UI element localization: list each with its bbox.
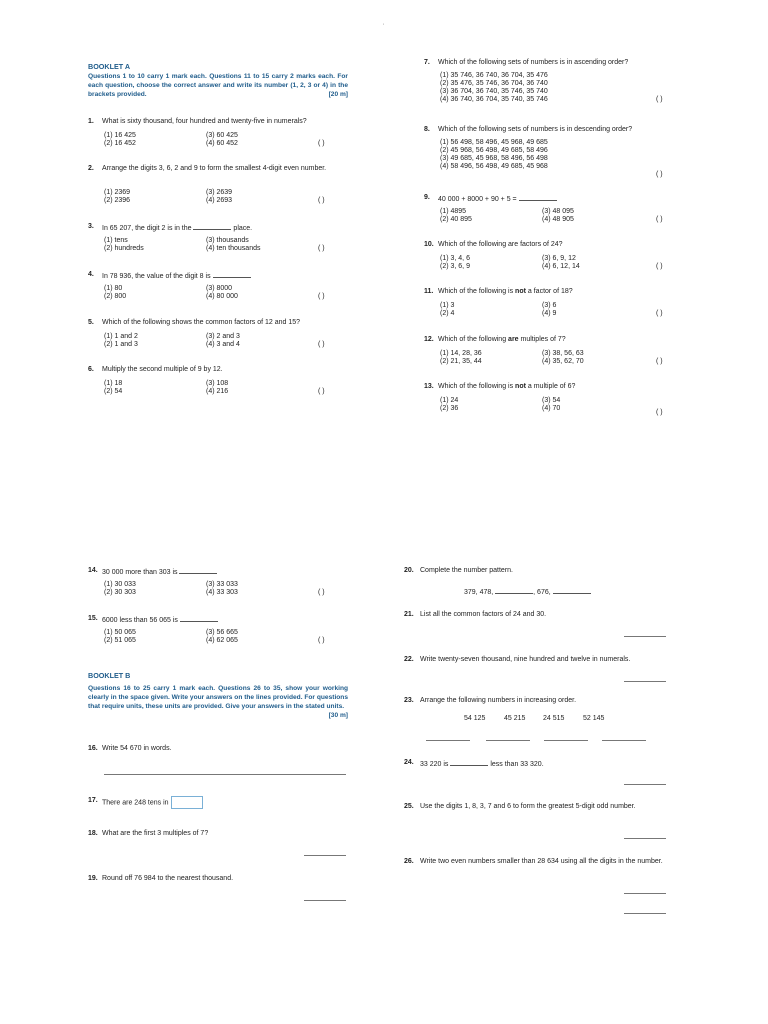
- question-stem: [102, 270, 350, 281]
- option-1[interactable]: (1) 3, 4, 6: [440, 255, 470, 262]
- page-mark: ': [383, 24, 385, 30]
- question-stem: Which of the following sets of numbers is in descending order?: [438, 126, 633, 133]
- question-18: [88, 829, 350, 861]
- option-3[interactable]: (3) thousands: [206, 237, 249, 244]
- booklet-a-instructions: [88, 73, 348, 100]
- answer-brackets[interactable]: ( ): [318, 388, 325, 395]
- number-4: 52 145: [583, 715, 605, 722]
- option-4[interactable]: (4) 33 303: [206, 589, 238, 596]
- option-2[interactable]: (2) 36: [440, 405, 459, 412]
- option-4[interactable]: (4) 60 452: [206, 140, 238, 147]
- question-number: 10.: [424, 241, 434, 248]
- answer-line[interactable]: [624, 784, 666, 785]
- question-number: 6.: [88, 366, 94, 373]
- question-number: 26.: [404, 858, 414, 865]
- option-3[interactable]: (3) 6: [542, 302, 557, 309]
- question-9: [424, 193, 686, 227]
- option-3[interactable]: (3) 38, 56, 63: [542, 350, 584, 357]
- question-23: [404, 696, 670, 742]
- question-stem: Which of the following sets of numbers is in ascending order?: [438, 59, 629, 66]
- option-2[interactable]: (2) hundreds: [104, 245, 144, 252]
- answer-line-2[interactable]: [486, 740, 530, 741]
- question-number: 25.: [404, 803, 414, 810]
- booklet-a-heading: BOOKLET A: [88, 62, 131, 71]
- question-number: 15.: [88, 615, 98, 622]
- question-number: 17.: [88, 797, 98, 804]
- question-stem: List all the common factors of 24 and 30.: [420, 611, 547, 618]
- option-2[interactable]: (2) 2396: [104, 197, 131, 204]
- question-stem: [102, 222, 350, 233]
- question-26: [404, 857, 670, 917]
- stem-part: In 78 936, the value of the digit 8 is: [102, 273, 211, 280]
- option-4[interactable]: (4) 70: [542, 405, 561, 412]
- number-3: 24 515: [543, 715, 565, 722]
- question-number: 14.: [88, 567, 98, 574]
- stem-part: multiples of 7?: [520, 336, 566, 343]
- option-1[interactable]: (1) tens: [104, 237, 128, 244]
- question-number: 13.: [424, 383, 434, 390]
- option-3[interactable]: (3) 2639: [206, 189, 233, 196]
- fill-blank[interactable]: [519, 193, 557, 201]
- stem-part: Which of the following: [438, 336, 507, 343]
- stem-emphasis: are: [508, 336, 519, 343]
- question-stem: Write twenty-seven thousand, nine hundred and twelve in numerals.: [420, 656, 631, 663]
- question-stem: [438, 287, 686, 296]
- question-number: 5.: [88, 319, 94, 326]
- answer-line[interactable]: [304, 855, 346, 856]
- stem-part: In 65 207, the digit 2 is in the: [102, 225, 192, 232]
- fill-blank[interactable]: [213, 270, 251, 278]
- option-4[interactable]: (4) ten thousands: [206, 245, 261, 252]
- option-4[interactable]: (4) 35, 62, 70: [542, 358, 584, 365]
- stem-part: a factor of 18?: [527, 288, 573, 295]
- option-3[interactable]: (3) 6, 9, 12: [542, 255, 576, 262]
- fill-blank[interactable]: [180, 614, 218, 622]
- stem-part: There are 248 tens in: [102, 799, 169, 807]
- option-2[interactable]: (2) 45 968, 56 498, 49 685, 58 496: [440, 147, 548, 154]
- option-4[interactable]: (4) 216: [206, 388, 229, 395]
- option-1[interactable]: (1) 16 425: [104, 132, 136, 139]
- answer-line[interactable]: [104, 774, 346, 775]
- question-20: [404, 566, 670, 596]
- option-3[interactable]: (3) 48 095: [542, 208, 574, 215]
- question-stem: [438, 335, 686, 344]
- answer-line-3[interactable]: [544, 740, 588, 741]
- stem-part: less than 33 320.: [490, 761, 544, 768]
- number-1: 54 125: [464, 715, 486, 722]
- answer-line-4[interactable]: [602, 740, 646, 741]
- option-1[interactable]: (1) 2369: [104, 189, 131, 196]
- option-3[interactable]: (3) 56 665: [206, 629, 238, 636]
- answer-brackets[interactable]: ( ): [656, 263, 663, 270]
- option-1[interactable]: (1) 1 and 2: [104, 333, 138, 340]
- option-1[interactable]: (1) 80: [104, 285, 123, 292]
- option-2[interactable]: (2) 16 452: [104, 140, 136, 147]
- option-2[interactable]: (2) 54: [104, 388, 123, 395]
- booklet-a-marks: [20 m]: [328, 90, 348, 98]
- option-1[interactable]: (1) 18: [104, 380, 123, 387]
- answer-brackets[interactable]: ( ): [318, 197, 325, 204]
- stem-part: 30 000 more than 303 is: [102, 569, 178, 576]
- option-1[interactable]: (1) 24: [440, 397, 459, 404]
- question-number: 8.: [424, 126, 430, 133]
- option-3[interactable]: (3) 8000: [206, 285, 233, 292]
- option-3[interactable]: (3) 60 425: [206, 132, 238, 139]
- question-stem: [420, 758, 670, 769]
- answer-line[interactable]: [624, 636, 666, 637]
- stem-part: place.: [233, 225, 253, 232]
- fill-blank[interactable]: [179, 566, 217, 574]
- question-19: [88, 874, 350, 906]
- option-2[interactable]: (2) 51 065: [104, 637, 136, 644]
- answer-line[interactable]: [624, 681, 666, 682]
- question-number: 20.: [404, 567, 414, 574]
- option-2[interactable]: (2) 1 and 3: [104, 341, 138, 348]
- option-4[interactable]: (4) 58 496, 56 498, 49 685, 45 968: [440, 163, 548, 170]
- stem-part: Which of the following is: [438, 383, 514, 390]
- stem-part: 40 000 + 8000 + 90 + 5 =: [438, 196, 517, 203]
- question-4: [88, 270, 350, 304]
- question-number: 24.: [404, 759, 414, 766]
- fill-blank[interactable]: [495, 586, 533, 594]
- question-5: [88, 318, 350, 352]
- answer-box[interactable]: [171, 796, 203, 809]
- stem-emphasis: not: [515, 383, 526, 390]
- question-21: [404, 610, 670, 640]
- question-12: [424, 335, 686, 369]
- option-3[interactable]: (3) 33 033: [206, 581, 238, 588]
- answer-brackets[interactable]: ( ): [656, 96, 663, 103]
- answer-line[interactable]: [304, 900, 346, 901]
- option-3[interactable]: (3) 36 704, 36 740, 35 746, 35 740: [440, 88, 548, 95]
- option-1[interactable]: (1) 14, 28, 36: [440, 350, 482, 357]
- question-number: 23.: [404, 697, 414, 704]
- stem-part: 33 220 is: [420, 761, 449, 768]
- answer-brackets[interactable]: ( ): [656, 358, 663, 365]
- question-stem: Write two even numbers smaller than 28 634 using all the digits in the number.: [420, 858, 663, 865]
- question-number: 2.: [88, 165, 94, 172]
- option-2[interactable]: (2) 4: [440, 310, 455, 317]
- option-4[interactable]: (4) 48 905: [542, 216, 574, 223]
- question-stem: Arrange the digits 3, 6, 2 and 9 to form the smallest 4-digit even number.: [102, 165, 327, 172]
- question-stem: What is sixty thousand, four hundred and twenty-five in numerals?: [102, 118, 307, 125]
- answer-brackets[interactable]: ( ): [318, 245, 325, 252]
- option-1[interactable]: (1) 35 746, 36 740, 36 704, 35 476: [440, 72, 548, 79]
- question-stem: Complete the number pattern.: [420, 567, 513, 574]
- option-3[interactable]: (3) 54: [542, 397, 561, 404]
- question-stem: [438, 382, 686, 391]
- question-2: [88, 164, 350, 209]
- answer-brackets[interactable]: ( ): [318, 293, 325, 300]
- option-4[interactable]: (4) 6, 12, 14: [542, 263, 580, 270]
- question-17: [88, 796, 350, 812]
- booklet-b-heading: BOOKLET B: [88, 671, 131, 680]
- option-4[interactable]: (4) 2693: [206, 197, 233, 204]
- question-13: [424, 382, 686, 418]
- booklet-a-instructions-text: Questions 1 to 10 carry 1 mark each. Questions 11 to 15 carry 2 marks each. For each question, choose the correct answer and write its number (1, 2, 3 or 4) in the brackets provided.: [88, 73, 348, 98]
- question-3: [88, 222, 350, 256]
- question-number: 12.: [424, 336, 434, 343]
- stem-emphasis: not: [515, 288, 526, 295]
- question-number: 4.: [88, 271, 94, 278]
- question-8: [424, 125, 686, 179]
- number-pattern: [464, 586, 591, 597]
- question-number: 7.: [424, 59, 430, 66]
- number-2: 45 215: [504, 715, 526, 722]
- question-stem: Write 54 670 in words.: [102, 745, 172, 752]
- question-stem: Use the digits 1, 8, 3, 7 and 6 to form the greatest 5-digit odd number.: [420, 803, 636, 810]
- question-stem: [102, 566, 350, 577]
- option-4[interactable]: (4) 3 and 4: [206, 341, 240, 348]
- question-16: [88, 744, 350, 780]
- option-4[interactable]: (4) 9: [542, 310, 557, 317]
- fill-blank[interactable]: [193, 222, 231, 230]
- question-stem: Which of the following shows the common factors of 12 and 15?: [102, 319, 301, 326]
- question-number: 11.: [424, 288, 434, 295]
- question-14: [88, 566, 350, 600]
- question-10: [424, 240, 686, 274]
- question-22: [404, 655, 670, 685]
- answer-line[interactable]: [624, 838, 666, 839]
- option-3[interactable]: (3) 108: [206, 380, 229, 387]
- question-number: 3.: [88, 223, 94, 230]
- question-number: 18.: [88, 830, 98, 837]
- fill-blank[interactable]: [553, 586, 591, 594]
- option-3[interactable]: (3) 49 685, 45 968, 58 496, 56 498: [440, 155, 548, 162]
- question-stem: Which of the following are factors of 24?: [438, 241, 563, 248]
- question-number: 9.: [424, 194, 430, 201]
- option-2[interactable]: (2) 30 303: [104, 589, 136, 596]
- option-4[interactable]: (4) 36 740, 36 704, 35 740, 35 746: [440, 96, 548, 103]
- answer-brackets[interactable]: ( ): [318, 140, 325, 147]
- answer-brackets[interactable]: ( ): [656, 409, 663, 416]
- question-number: 21.: [404, 611, 414, 618]
- option-1[interactable]: (1) 56 498, 58 496, 45 968, 49 685: [440, 139, 548, 146]
- pattern-part: , 676,: [533, 589, 551, 596]
- question-stem: Round off 76 984 to the nearest thousand.: [102, 875, 234, 882]
- question-24: [404, 758, 670, 788]
- pattern-part: 379, 478,: [464, 589, 494, 596]
- question-7: [424, 58, 686, 112]
- question-6: [88, 365, 350, 399]
- answer-line-1[interactable]: [426, 740, 470, 741]
- question-15: [88, 614, 350, 648]
- answer-line-2[interactable]: [624, 913, 666, 914]
- option-3[interactable]: (3) 2 and 3: [206, 333, 240, 340]
- answer-brackets[interactable]: ( ): [656, 216, 663, 223]
- answer-brackets[interactable]: ( ): [656, 310, 663, 317]
- answer-line-1[interactable]: [624, 893, 666, 894]
- booklet-b-instructions: [88, 685, 348, 721]
- answer-brackets[interactable]: ( ): [318, 341, 325, 348]
- stem-part: Which of the following is: [438, 288, 514, 295]
- question-number: 16.: [88, 745, 98, 752]
- answer-brackets[interactable]: ( ): [318, 589, 325, 596]
- question-25: [404, 802, 670, 842]
- stem-part: a multiple of 6?: [527, 383, 576, 390]
- option-4[interactable]: (4) 62 065: [206, 637, 238, 644]
- option-2[interactable]: (2) 40 895: [440, 216, 472, 223]
- option-4[interactable]: (4) 80 000: [206, 293, 238, 300]
- question-11: [424, 287, 686, 321]
- answer-brackets[interactable]: ( ): [318, 637, 325, 644]
- question-1: [88, 117, 350, 149]
- option-2[interactable]: (2) 3, 6, 9: [440, 263, 470, 270]
- question-number: 22.: [404, 656, 414, 663]
- fill-blank[interactable]: [450, 758, 488, 766]
- question-number: 19.: [88, 875, 98, 882]
- booklet-b-instructions-text: Questions 16 to 25 carry 1 mark each. Questions 26 to 35, show your working clearly in the space given. Write your answers on the lines provided. For questions that require units, these units are provided. Give your answers in the stated units.: [88, 685, 348, 710]
- option-1[interactable]: (1) 50 065: [104, 629, 136, 636]
- option-1[interactable]: (1) 4895: [440, 208, 467, 215]
- booklet-b-marks: [30 m]: [328, 711, 348, 719]
- question-stem: Arrange the following numbers in increasing order.: [420, 697, 577, 704]
- question-stem: [102, 796, 350, 809]
- question-stem: [438, 193, 686, 204]
- question-number: 1.: [88, 118, 94, 125]
- option-2[interactable]: (2) 800: [104, 293, 127, 300]
- option-1[interactable]: (1) 30 033: [104, 581, 136, 588]
- answer-brackets[interactable]: ( ): [656, 171, 663, 178]
- question-stem: [102, 614, 350, 625]
- option-2[interactable]: (2) 35 476, 35 746, 36 704, 36 740: [440, 80, 548, 87]
- option-1[interactable]: (1) 3: [440, 302, 455, 309]
- option-2[interactable]: (2) 21, 35, 44: [440, 358, 482, 365]
- question-stem: Multiply the second multiple of 9 by 12.: [102, 366, 223, 373]
- question-stem: What are the first 3 multiples of 7?: [102, 830, 209, 837]
- stem-part: 6000 less than 56 065 is: [102, 617, 178, 624]
